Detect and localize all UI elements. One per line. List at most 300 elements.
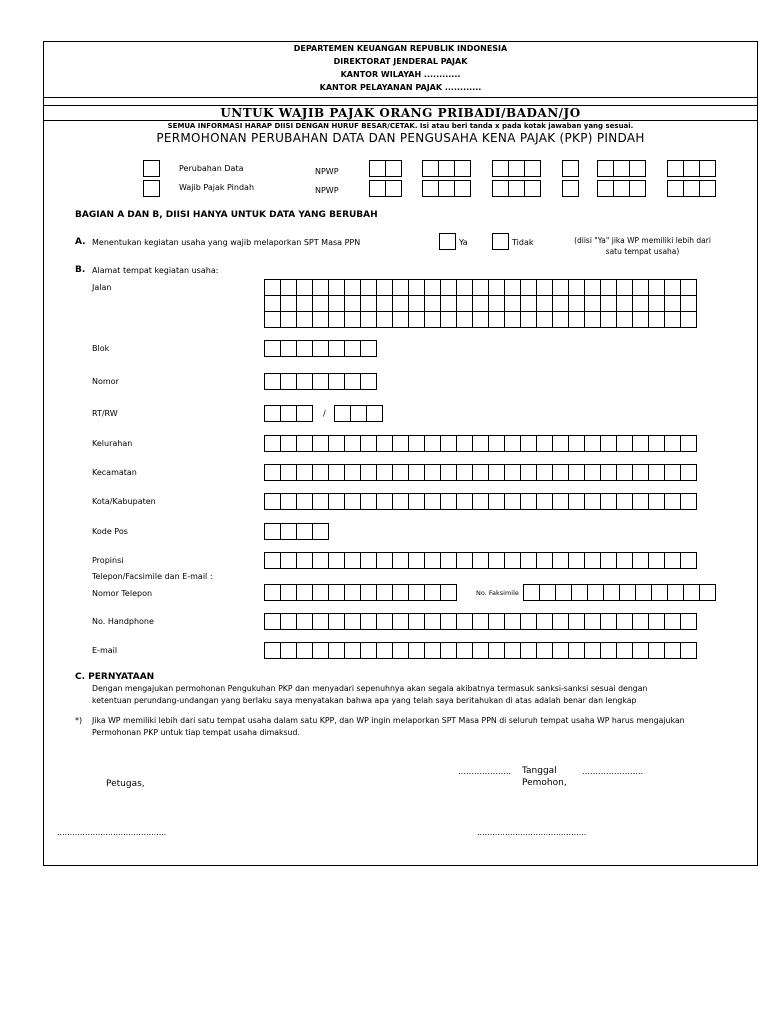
- input-cell[interactable]: [328, 295, 345, 312]
- input-cell[interactable]: [472, 613, 489, 630]
- input-cell[interactable]: [536, 279, 553, 296]
- input-cell[interactable]: [488, 493, 505, 510]
- input-cell[interactable]: [280, 295, 297, 312]
- input-cell[interactable]: [424, 464, 441, 481]
- input-cell[interactable]: [408, 493, 425, 510]
- input-cell[interactable]: [392, 642, 409, 659]
- blok-input[interactable]: [264, 340, 377, 357]
- input-cell[interactable]: [562, 180, 579, 197]
- input-cell[interactable]: [616, 311, 633, 328]
- input-cell[interactable]: [264, 340, 281, 357]
- input-cell[interactable]: [616, 464, 633, 481]
- rt-input[interactable]: [264, 405, 313, 422]
- input-cell[interactable]: [296, 340, 313, 357]
- input-cell[interactable]: [520, 311, 537, 328]
- input-cell[interactable]: [385, 180, 402, 197]
- input-cell[interactable]: [536, 642, 553, 659]
- input-cell[interactable]: [520, 493, 537, 510]
- input-cell[interactable]: [344, 373, 361, 390]
- input-cell[interactable]: [632, 279, 649, 296]
- input-cell[interactable]: [680, 464, 697, 481]
- input-cell[interactable]: [456, 311, 473, 328]
- input-cell[interactable]: [524, 160, 541, 177]
- input-cell[interactable]: [552, 295, 569, 312]
- input-cell[interactable]: [504, 552, 521, 569]
- input-cell[interactable]: [344, 311, 361, 328]
- input-cell[interactable]: [584, 613, 601, 630]
- npwp-1-group-5[interactable]: [597, 160, 646, 177]
- input-cell[interactable]: [568, 311, 585, 328]
- input-cell[interactable]: [600, 295, 617, 312]
- input-cell[interactable]: [344, 435, 361, 452]
- npwp-1-group-6[interactable]: [667, 160, 716, 177]
- input-cell[interactable]: [312, 373, 329, 390]
- input-cell[interactable]: [613, 180, 630, 197]
- input-cell[interactable]: [280, 405, 297, 422]
- input-cell[interactable]: [488, 311, 505, 328]
- input-cell[interactable]: [376, 295, 393, 312]
- input-cell[interactable]: [392, 295, 409, 312]
- input-cell[interactable]: [584, 279, 601, 296]
- input-cell[interactable]: [312, 613, 329, 630]
- input-cell[interactable]: [360, 373, 377, 390]
- input-cell[interactable]: [264, 373, 281, 390]
- input-cell[interactable]: [648, 311, 665, 328]
- input-cell[interactable]: [632, 464, 649, 481]
- input-cell[interactable]: [264, 642, 281, 659]
- input-cell[interactable]: [392, 279, 409, 296]
- input-cell[interactable]: [472, 464, 489, 481]
- input-cell[interactable]: [438, 160, 455, 177]
- input-cell[interactable]: [613, 160, 630, 177]
- input-cell[interactable]: [492, 180, 509, 197]
- input-cell[interactable]: [488, 435, 505, 452]
- input-cell[interactable]: [680, 552, 697, 569]
- input-cell[interactable]: [584, 464, 601, 481]
- input-cell[interactable]: [616, 613, 633, 630]
- input-cell[interactable]: [632, 435, 649, 452]
- input-cell[interactable]: [440, 552, 457, 569]
- input-cell[interactable]: [667, 160, 684, 177]
- perubahan-data-checkbox[interactable]: [143, 160, 160, 177]
- input-cell[interactable]: [680, 493, 697, 510]
- input-cell[interactable]: [552, 435, 569, 452]
- input-cell[interactable]: [328, 552, 345, 569]
- input-cell[interactable]: [392, 552, 409, 569]
- input-cell[interactable]: [488, 552, 505, 569]
- input-cell[interactable]: [504, 435, 521, 452]
- input-cell[interactable]: [680, 642, 697, 659]
- input-cell[interactable]: [408, 435, 425, 452]
- input-cell[interactable]: [296, 405, 313, 422]
- input-cell[interactable]: [328, 340, 345, 357]
- input-cell[interactable]: [392, 464, 409, 481]
- input-cell[interactable]: [472, 295, 489, 312]
- input-cell[interactable]: [664, 311, 681, 328]
- input-cell[interactable]: [280, 373, 297, 390]
- input-cell[interactable]: [328, 613, 345, 630]
- input-cell[interactable]: [376, 552, 393, 569]
- input-cell[interactable]: [488, 279, 505, 296]
- input-cell[interactable]: [376, 464, 393, 481]
- input-cell[interactable]: [648, 493, 665, 510]
- input-cell[interactable]: [264, 613, 281, 630]
- input-cell[interactable]: [600, 311, 617, 328]
- input-cell[interactable]: [664, 493, 681, 510]
- input-cell[interactable]: [344, 493, 361, 510]
- input-cell[interactable]: [456, 295, 473, 312]
- input-cell[interactable]: [667, 180, 684, 197]
- input-cell[interactable]: [568, 295, 585, 312]
- input-cell[interactable]: [376, 435, 393, 452]
- input-cell[interactable]: [504, 295, 521, 312]
- input-cell[interactable]: [264, 295, 281, 312]
- input-cell[interactable]: [456, 642, 473, 659]
- input-cell[interactable]: [568, 552, 585, 569]
- input-cell[interactable]: [312, 311, 329, 328]
- input-cell[interactable]: [360, 552, 377, 569]
- input-cell[interactable]: [600, 435, 617, 452]
- input-cell[interactable]: [422, 160, 439, 177]
- handphone-input[interactable]: [264, 613, 697, 630]
- input-cell[interactable]: [296, 642, 313, 659]
- input-cell[interactable]: [440, 311, 457, 328]
- input-cell[interactable]: [600, 464, 617, 481]
- input-cell[interactable]: [584, 295, 601, 312]
- npwp-1-group-3[interactable]: [492, 160, 541, 177]
- input-cell[interactable]: [454, 180, 471, 197]
- input-cell[interactable]: [424, 493, 441, 510]
- input-cell[interactable]: [440, 279, 457, 296]
- input-cell[interactable]: [699, 584, 716, 601]
- input-cell[interactable]: [683, 160, 700, 177]
- npwp-2-group-1[interactable]: [369, 180, 402, 197]
- input-cell[interactable]: [369, 160, 386, 177]
- input-cell[interactable]: [264, 493, 281, 510]
- input-cell[interactable]: [562, 160, 579, 177]
- input-cell[interactable]: [264, 464, 281, 481]
- input-cell[interactable]: [344, 295, 361, 312]
- input-cell[interactable]: [360, 493, 377, 510]
- input-cell[interactable]: [376, 493, 393, 510]
- input-cell[interactable]: [584, 311, 601, 328]
- input-cell[interactable]: [408, 584, 425, 601]
- input-cell[interactable]: [264, 279, 281, 296]
- input-cell[interactable]: [680, 295, 697, 312]
- input-cell[interactable]: [632, 295, 649, 312]
- input-cell[interactable]: [376, 584, 393, 601]
- input-cell[interactable]: [328, 584, 345, 601]
- input-cell[interactable]: [616, 552, 633, 569]
- input-cell[interactable]: [422, 180, 439, 197]
- input-cell[interactable]: [504, 493, 521, 510]
- input-cell[interactable]: [280, 435, 297, 452]
- tidak-checkbox[interactable]: [492, 233, 509, 250]
- input-cell[interactable]: [472, 435, 489, 452]
- input-cell[interactable]: [536, 435, 553, 452]
- input-cell[interactable]: [312, 523, 329, 540]
- input-cell[interactable]: [344, 340, 361, 357]
- input-cell[interactable]: [616, 493, 633, 510]
- input-cell[interactable]: [312, 642, 329, 659]
- input-cell[interactable]: [408, 464, 425, 481]
- input-cell[interactable]: [369, 180, 386, 197]
- input-cell[interactable]: [454, 160, 471, 177]
- input-cell[interactable]: [392, 493, 409, 510]
- input-cell[interactable]: [539, 584, 556, 601]
- input-cell[interactable]: [344, 642, 361, 659]
- input-cell[interactable]: [296, 311, 313, 328]
- input-cell[interactable]: [376, 613, 393, 630]
- input-cell[interactable]: [648, 295, 665, 312]
- input-cell[interactable]: [584, 552, 601, 569]
- input-cell[interactable]: [664, 464, 681, 481]
- input-cell[interactable]: [616, 435, 633, 452]
- input-cell[interactable]: [312, 464, 329, 481]
- input-cell[interactable]: [508, 160, 525, 177]
- input-cell[interactable]: [360, 295, 377, 312]
- input-cell[interactable]: [424, 642, 441, 659]
- input-cell[interactable]: [344, 464, 361, 481]
- input-cell[interactable]: [424, 552, 441, 569]
- input-cell[interactable]: [504, 642, 521, 659]
- input-cell[interactable]: [360, 584, 377, 601]
- input-cell[interactable]: [629, 180, 646, 197]
- input-cell[interactable]: [392, 584, 409, 601]
- input-cell[interactable]: [328, 311, 345, 328]
- input-cell[interactable]: [536, 493, 553, 510]
- input-cell[interactable]: [648, 464, 665, 481]
- input-cell[interactable]: [552, 642, 569, 659]
- input-cell[interactable]: [699, 160, 716, 177]
- input-cell[interactable]: [360, 613, 377, 630]
- input-cell[interactable]: [536, 464, 553, 481]
- input-cell[interactable]: [424, 435, 441, 452]
- input-cell[interactable]: [424, 295, 441, 312]
- input-cell[interactable]: [629, 160, 646, 177]
- input-cell[interactable]: [296, 552, 313, 569]
- input-cell[interactable]: [508, 180, 525, 197]
- kode-pos-input[interactable]: [264, 523, 329, 540]
- input-cell[interactable]: [296, 613, 313, 630]
- input-cell[interactable]: [328, 435, 345, 452]
- npwp-1-group-4[interactable]: [562, 160, 579, 177]
- input-cell[interactable]: [616, 279, 633, 296]
- input-cell[interactable]: [280, 279, 297, 296]
- propinsi-input[interactable]: [264, 552, 697, 569]
- kelurahan-input[interactable]: [264, 435, 697, 452]
- input-cell[interactable]: [408, 552, 425, 569]
- input-cell[interactable]: [504, 279, 521, 296]
- npwp-1-group-2[interactable]: [422, 160, 471, 177]
- input-cell[interactable]: [312, 584, 329, 601]
- input-cell[interactable]: [632, 613, 649, 630]
- input-cell[interactable]: [280, 493, 297, 510]
- input-cell[interactable]: [568, 435, 585, 452]
- input-cell[interactable]: [552, 613, 569, 630]
- input-cell[interactable]: [312, 552, 329, 569]
- input-cell[interactable]: [350, 405, 367, 422]
- kecamatan-input[interactable]: [264, 464, 697, 481]
- input-cell[interactable]: [632, 642, 649, 659]
- input-cell[interactable]: [664, 552, 681, 569]
- input-cell[interactable]: [600, 642, 617, 659]
- input-cell[interactable]: [440, 613, 457, 630]
- input-cell[interactable]: [680, 311, 697, 328]
- input-cell[interactable]: [648, 279, 665, 296]
- input-cell[interactable]: [456, 493, 473, 510]
- input-cell[interactable]: [312, 493, 329, 510]
- npwp-2-group-4[interactable]: [562, 180, 579, 197]
- input-cell[interactable]: [648, 613, 665, 630]
- input-cell[interactable]: [584, 493, 601, 510]
- input-cell[interactable]: [344, 584, 361, 601]
- input-cell[interactable]: [597, 180, 614, 197]
- input-cell[interactable]: [312, 295, 329, 312]
- input-cell[interactable]: [456, 464, 473, 481]
- jalan-input-row-3[interactable]: [264, 311, 697, 328]
- input-cell[interactable]: [632, 493, 649, 510]
- input-cell[interactable]: [584, 435, 601, 452]
- input-cell[interactable]: [664, 435, 681, 452]
- input-cell[interactable]: [683, 584, 700, 601]
- input-cell[interactable]: [520, 435, 537, 452]
- input-cell[interactable]: [296, 523, 313, 540]
- input-cell[interactable]: [600, 493, 617, 510]
- input-cell[interactable]: [651, 584, 668, 601]
- input-cell[interactable]: [328, 373, 345, 390]
- npwp-2-group-2[interactable]: [422, 180, 471, 197]
- input-cell[interactable]: [520, 464, 537, 481]
- input-cell[interactable]: [264, 435, 281, 452]
- input-cell[interactable]: [600, 279, 617, 296]
- input-cell[interactable]: [264, 311, 281, 328]
- input-cell[interactable]: [571, 584, 588, 601]
- npwp-2-group-6[interactable]: [667, 180, 716, 197]
- input-cell[interactable]: [504, 464, 521, 481]
- input-cell[interactable]: [683, 180, 700, 197]
- input-cell[interactable]: [344, 552, 361, 569]
- input-cell[interactable]: [587, 584, 604, 601]
- input-cell[interactable]: [280, 584, 297, 601]
- input-cell[interactable]: [648, 642, 665, 659]
- input-cell[interactable]: [520, 295, 537, 312]
- input-cell[interactable]: [312, 279, 329, 296]
- jalan-input-row-2[interactable]: [264, 295, 697, 312]
- input-cell[interactable]: [328, 279, 345, 296]
- input-cell[interactable]: [440, 435, 457, 452]
- input-cell[interactable]: [424, 311, 441, 328]
- input-cell[interactable]: [408, 295, 425, 312]
- input-cell[interactable]: [408, 279, 425, 296]
- input-cell[interactable]: [438, 180, 455, 197]
- npwp-2-group-3[interactable]: [492, 180, 541, 197]
- input-cell[interactable]: [264, 552, 281, 569]
- input-cell[interactable]: [280, 523, 297, 540]
- input-cell[interactable]: [280, 340, 297, 357]
- input-cell[interactable]: [392, 311, 409, 328]
- input-cell[interactable]: [664, 279, 681, 296]
- input-cell[interactable]: [536, 552, 553, 569]
- input-cell[interactable]: [366, 405, 383, 422]
- input-cell[interactable]: [360, 642, 377, 659]
- input-cell[interactable]: [344, 613, 361, 630]
- input-cell[interactable]: [667, 584, 684, 601]
- input-cell[interactable]: [280, 552, 297, 569]
- input-cell[interactable]: [264, 584, 281, 601]
- input-cell[interactable]: [492, 160, 509, 177]
- npwp-1-group-1[interactable]: [369, 160, 402, 177]
- input-cell[interactable]: [664, 613, 681, 630]
- input-cell[interactable]: [472, 493, 489, 510]
- input-cell[interactable]: [536, 311, 553, 328]
- input-cell[interactable]: [312, 340, 329, 357]
- input-cell[interactable]: [424, 613, 441, 630]
- input-cell[interactable]: [296, 464, 313, 481]
- input-cell[interactable]: [328, 493, 345, 510]
- input-cell[interactable]: [408, 613, 425, 630]
- input-cell[interactable]: [334, 405, 351, 422]
- input-cell[interactable]: [456, 613, 473, 630]
- rw-input[interactable]: [334, 405, 383, 422]
- input-cell[interactable]: [376, 311, 393, 328]
- input-cell[interactable]: [680, 613, 697, 630]
- input-cell[interactable]: [456, 552, 473, 569]
- input-cell[interactable]: [312, 435, 329, 452]
- input-cell[interactable]: [360, 279, 377, 296]
- input-cell[interactable]: [440, 464, 457, 481]
- input-cell[interactable]: [472, 642, 489, 659]
- input-cell[interactable]: [664, 642, 681, 659]
- input-cell[interactable]: [568, 279, 585, 296]
- input-cell[interactable]: [424, 279, 441, 296]
- input-cell[interactable]: [568, 493, 585, 510]
- input-cell[interactable]: [392, 613, 409, 630]
- input-cell[interactable]: [632, 552, 649, 569]
- input-cell[interactable]: [568, 464, 585, 481]
- input-cell[interactable]: [520, 279, 537, 296]
- input-cell[interactable]: [520, 552, 537, 569]
- email-input[interactable]: [264, 642, 697, 659]
- input-cell[interactable]: [408, 311, 425, 328]
- input-cell[interactable]: [648, 552, 665, 569]
- input-cell[interactable]: [648, 435, 665, 452]
- input-cell[interactable]: [280, 464, 297, 481]
- input-cell[interactable]: [600, 552, 617, 569]
- input-cell[interactable]: [440, 642, 457, 659]
- input-cell[interactable]: [504, 311, 521, 328]
- input-cell[interactable]: [488, 464, 505, 481]
- input-cell[interactable]: [680, 279, 697, 296]
- input-cell[interactable]: [520, 642, 537, 659]
- kota-kabupaten-input[interactable]: [264, 493, 697, 510]
- input-cell[interactable]: [280, 311, 297, 328]
- input-cell[interactable]: [264, 405, 281, 422]
- input-cell[interactable]: [296, 373, 313, 390]
- input-cell[interactable]: [552, 311, 569, 328]
- input-cell[interactable]: [552, 552, 569, 569]
- input-cell[interactable]: [524, 180, 541, 197]
- input-cell[interactable]: [568, 642, 585, 659]
- input-cell[interactable]: [472, 279, 489, 296]
- input-cell[interactable]: [597, 160, 614, 177]
- input-cell[interactable]: [385, 160, 402, 177]
- input-cell[interactable]: [552, 464, 569, 481]
- input-cell[interactable]: [440, 584, 457, 601]
- input-cell[interactable]: [296, 435, 313, 452]
- input-cell[interactable]: [360, 340, 377, 357]
- input-cell[interactable]: [603, 584, 620, 601]
